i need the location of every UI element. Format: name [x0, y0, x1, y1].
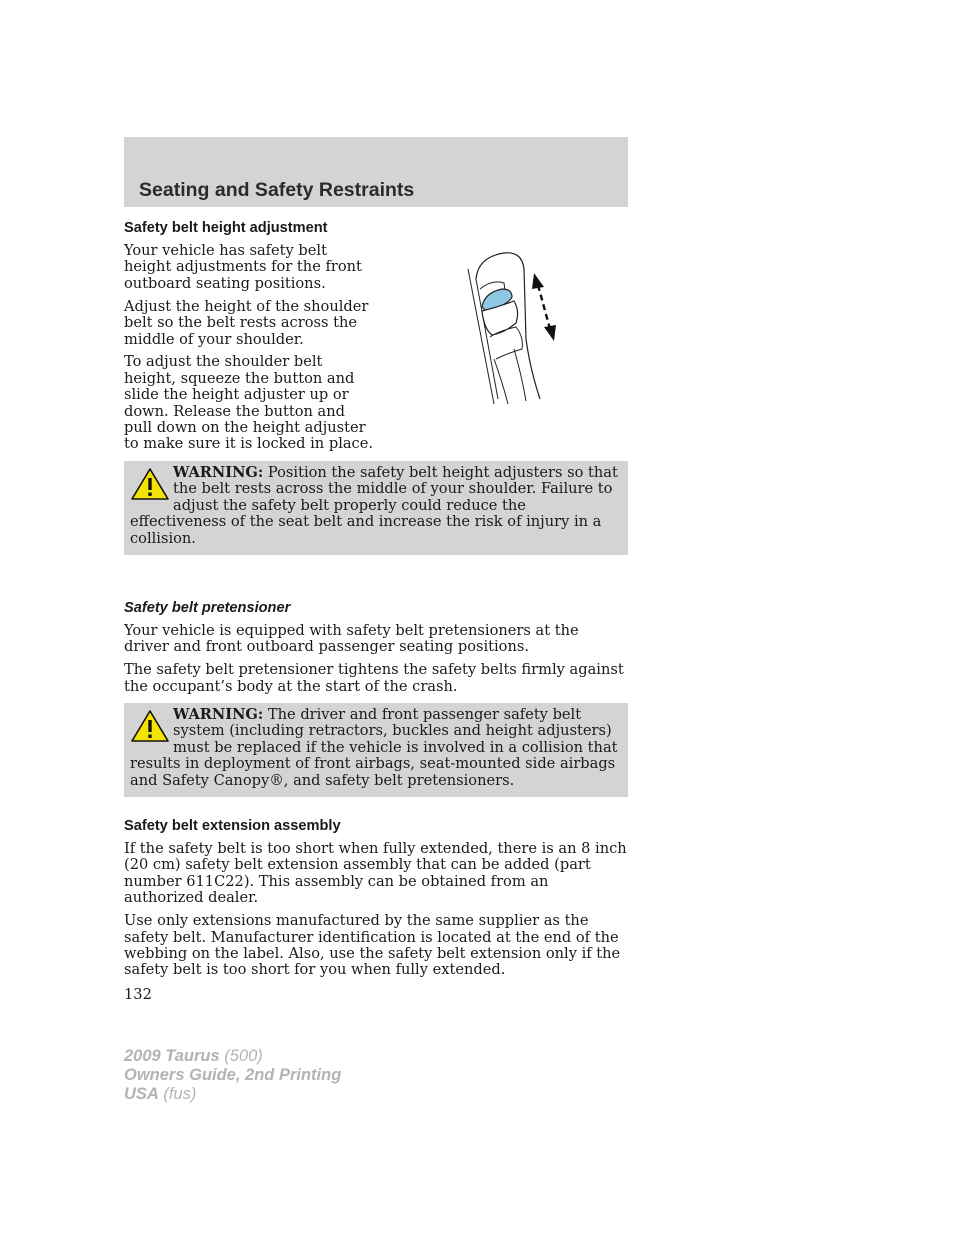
- pretensioner-section: [124, 599, 628, 797]
- height-paragraph-1: Your vehicle has safety belt height adjustments for the front outboard seating positions.: [124, 242, 362, 292]
- warning-text: The driver and front passenger safety belt system (including retractors, buckles and height adjusters) must be replaced if the vehicle is involved in a collision that results in deployment of front airbags, seat-mounted side airbags and Safety Canopy®, and safety belt pretensioners.: [130, 706, 618, 789]
- pretensioner-warning-box: [124, 703, 628, 797]
- pretensioner-heading: Safety belt pretensioner: [124, 599, 291, 616]
- section-title: Seating and Safety Restraints: [139, 179, 415, 201]
- extension-heading: Safety belt extension assembly: [124, 818, 341, 835]
- belt-height-adjuster-illustration: [464, 249, 574, 409]
- extension-section: [124, 817, 628, 979]
- page-number: 132: [124, 985, 152, 1003]
- height-paragraph-3: To adjust the shoulder belt height, squeeze the button and slide the height adjuster up or down. Release the button and pull down on the height adjuster to make sure it is locked in place.: [124, 353, 374, 453]
- height-adjustment-section: [124, 219, 628, 555]
- extension-paragraph-2: Use only extensions manufactured by the same supplier as the safety belt. Manufacturer identification is located at the end of the webbing on the label. Also, use the safety belt extension only if the safety belt is too short for you when fully extended.: [124, 912, 621, 979]
- extension-paragraph-1: If the safety belt is too short when fully extended, there is an 8 inch (20 cm) safety belt extension assembly that can be added (part number 611C22). This assembly can be obtained from an authorized dealer.: [124, 840, 627, 907]
- height-warning-box: [124, 461, 628, 555]
- section-header-band: [124, 137, 628, 207]
- pretensioner-paragraph-2: The safety belt pretensioner tightens the safety belts firmly against the occupant’s body at the start of the crash.: [124, 661, 624, 695]
- warning-triangle-icon: [130, 467, 170, 501]
- document-footer: [124, 1047, 341, 1104]
- page-content: [124, 219, 628, 1003]
- height-adjustment-heading: Safety belt height adjustment: [124, 220, 328, 236]
- warning-label: WARNING:: [173, 706, 264, 724]
- height-paragraph-2: Adjust the height of the shoulder belt so the belt rests across the middle of your shoulder.: [124, 297, 369, 348]
- warning-triangle-icon: [130, 709, 170, 743]
- pretensioner-paragraph-1: Your vehicle is equipped with safety belt pretensioners at the driver and front outboard passenger seating positions.: [124, 621, 579, 656]
- warning-text: Position the safety belt height adjusters so that the belt rests across the middle of your shoulder. Failure to adjust the safety belt properly could reduce the effectiveness of the seat belt and increase the risk of injury in a collision.: [130, 463, 618, 547]
- warning-label: WARNING:: [173, 463, 264, 481]
- footer-line-3: USA (fus): [124, 1085, 197, 1103]
- footer-line-2: Owners Guide, 2nd Printing: [124, 1066, 342, 1084]
- footer-line-1: 2009 Taurus (500): [124, 1047, 263, 1065]
